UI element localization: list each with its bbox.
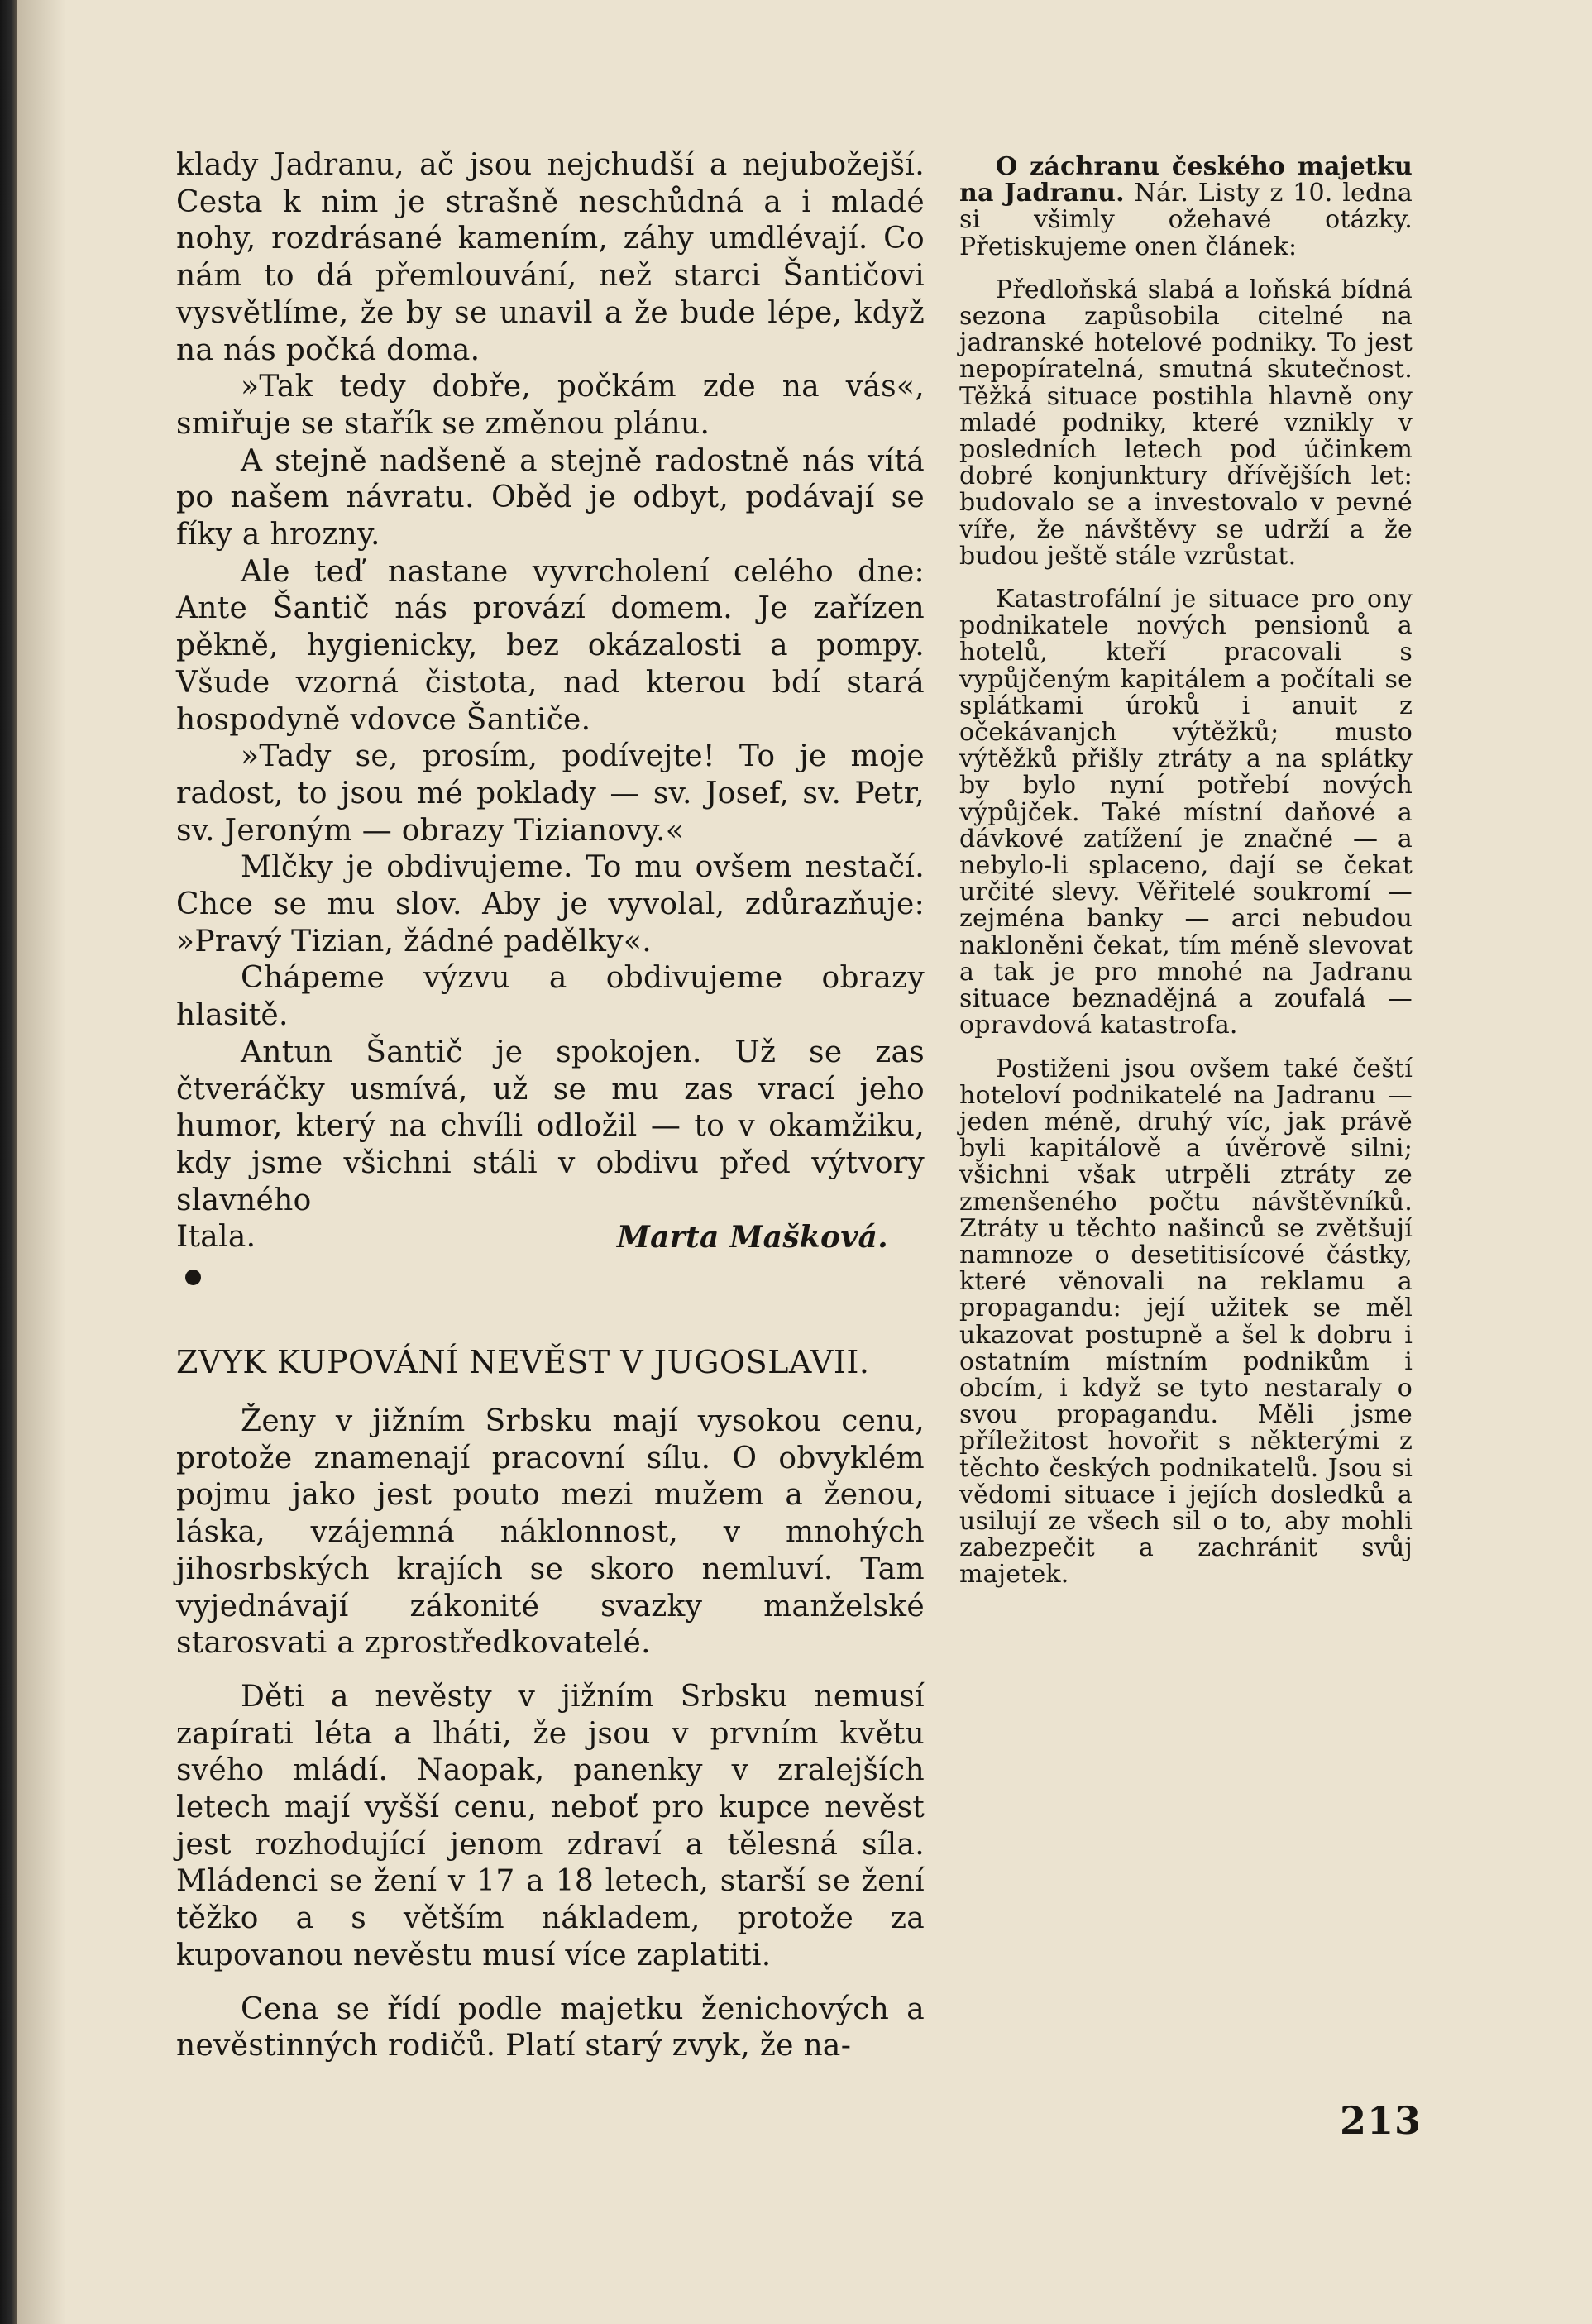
book-spine — [0, 0, 17, 2324]
left-column-section-body — [176, 1403, 925, 2065]
paragraph: A stejně nadšeně a stejně radostně nás vítá po našem návratu. Oběd je odbyt, podávají se fíky a hrozny. — [176, 443, 925, 552]
article-lead-title: O záchranu českého majetku na Jadranu. — [959, 152, 1413, 208]
paragraph: Cena se řídí podle majetku ženichových a nevěstinných rodičů. Platí starý zvyk, že na- — [176, 1992, 925, 2063]
section-title: ZVYK KUPOVÁNÍ NEVĚST V JUGOSLAVII. — [176, 1344, 870, 1380]
last-word: Itala. — [176, 1220, 256, 1255]
paragraph: Mlčky je obdivujeme. To mu ovšem nestačí. Chce se mu slov. Aby je vyvolal, zdůrazňuje: »Pravý Tizian, žádné padělky«. — [176, 850, 925, 959]
paragraph: Ženy v jižním Srbsku mají vysokou cenu, protože znamenají pracovní sílu. O obvyklém pojmu jako jest pouto mezi mužem a ženou, láska, vzájemná náklonnost, v mnohých jihosrbských krajích se skoro nemluví. Tam vyjednávají zákonité svazky manželské starosvati a zprostředkovatelé. — [176, 1404, 925, 1661]
article-intro — [959, 154, 1413, 261]
paragraph: »Tady se, prosím, podívejte! To je moje radost, to jsou mé poklady — sv. Josef, sv. Petr, sv. Jeroným — obrazy Tizianovy.« — [176, 739, 925, 848]
signature-line — [176, 1219, 925, 1256]
paragraph: Postiženi jsou ovšem také čeští hoteloví podnikatelé na Jadranu — jeden méně, druhý víc, jak právě byli kapitálově a úvěrově silni; všichni však utrpěli ztráty ze zmenšeného počtu návštěvníků. Ztráty u těchto našinců se zvětšují namnoze o desetitisícové částky, které věnovali na reklamu a propagandu: její užitek se měl ukazovat postupně a šel k dobru i ostatním místním podnikům i obcím, i když se tyto nestaraly o svou propagandu. Měli jsme příležitost hovořit s některými z těchto českých podnikatelů. Jsou si vědomi situace i jejích dosledků a usilují ze všech sil o to, aby mohli zabezpečit a zachránit svůj majetek. — [959, 1054, 1413, 1590]
paragraph: »Tak tedy dobře, počkám zde na vás«, smiřuje se stařík se změnou plánu. — [176, 370, 925, 441]
gutter-shadow — [17, 0, 66, 2324]
paragraph: Ale teď nastane vyvrcholení celého dne: Ante Šantič nás provází domem. Je zařízen pěkně, hygienicky, bez okázalosti a pompy. Všude vzorná čistota, nad kterou bdí stará hospodyně vdovce Šantiče. — [176, 554, 925, 737]
article-intro-text: Nár. Listy z 10. ledna si všimly ožehavé otázky. Přetiskujeme onen článek: — [959, 179, 1413, 261]
paragraph: Katastrofální je situace pro ony podnikatele nových pensionů a hotelů, kteří pracovali s vypůjčeným kapitálem a počítali se splátkami úroků i anuit z očekávanjch výtěžků; musto výtěžků přišly ztráty a na splátky by bylo nyní potřebí nových výpůjček. Také místní daňové a dávkové zatížení je značné — a nebylo-li splaceno, dají se čekat určité slevy. Věřitelé soukromí — zejména banky — arci nebudou nakloněni čekat, tím méně slevovat a tak je pro mnohé na Jadranu situace beznadějná a zoufalá — opravdová katastrofa. — [959, 585, 1413, 1040]
paragraph: Antun Šantič je spokojen. Už se zas čtveráčky usmívá, už se mu zas vrací jeho humor, který na chvíli odložil — to v okamžiku, kdy jsme všichni stáli v obdivu před výtvory slavného — [176, 1035, 925, 1217]
section-separator-bullet — [185, 1270, 201, 1285]
page-number: 213 — [1340, 2098, 1422, 2143]
author-signature: Marta Mašková. — [616, 1220, 888, 1255]
paragraph: Děti a nevěsty v jižním Srbsku nemusí zapírati léta a lháti, že jsou v prvním květu svého mládí. Naopak, panenky v zralejších letech mají vyšší cenu, neboť pro kupce nevěst jest rozhodující jenom zdraví a tělesná síla. Mládenci se žení v 17 a 18 letech, starší se žení těžko a s větším nákladem, protože za kupovanou nevěstu musí více zaplatiti. — [176, 1679, 925, 1973]
paragraph: Chápeme výzvu a obdivujeme obrazy hlasitě. — [176, 961, 925, 1033]
right-column-article — [959, 154, 1413, 1589]
left-column-article-end — [176, 147, 925, 1256]
paragraph: klady Jadranu, ač jsou nejchudší a nejubožejší. Cesta k nim je strašně neschůdná a i mladé nohy, rozdrásané kamením, záhy umdlévají. Co nám to dá přemlouvání, než starci Šantičovi vysvětlíme, že by se unavil a že bude lépe, když na nás počká doma. — [176, 148, 925, 367]
paragraph: Předloňská slabá a loňská bídná sezona zapůsobila citelné na jadranské hotelové podniky. To jest nepopíratelná, smutná skutečnost. Těžká situace postihla hlavně ony mladé podniky, které vznikly v posledních letech pod účinkem dobré konjunktury dřívějších let: budovalo se a investovalo v pevné víře, že návštěvy se udrží a že budou ještě stále vzrůstat. — [959, 275, 1413, 571]
